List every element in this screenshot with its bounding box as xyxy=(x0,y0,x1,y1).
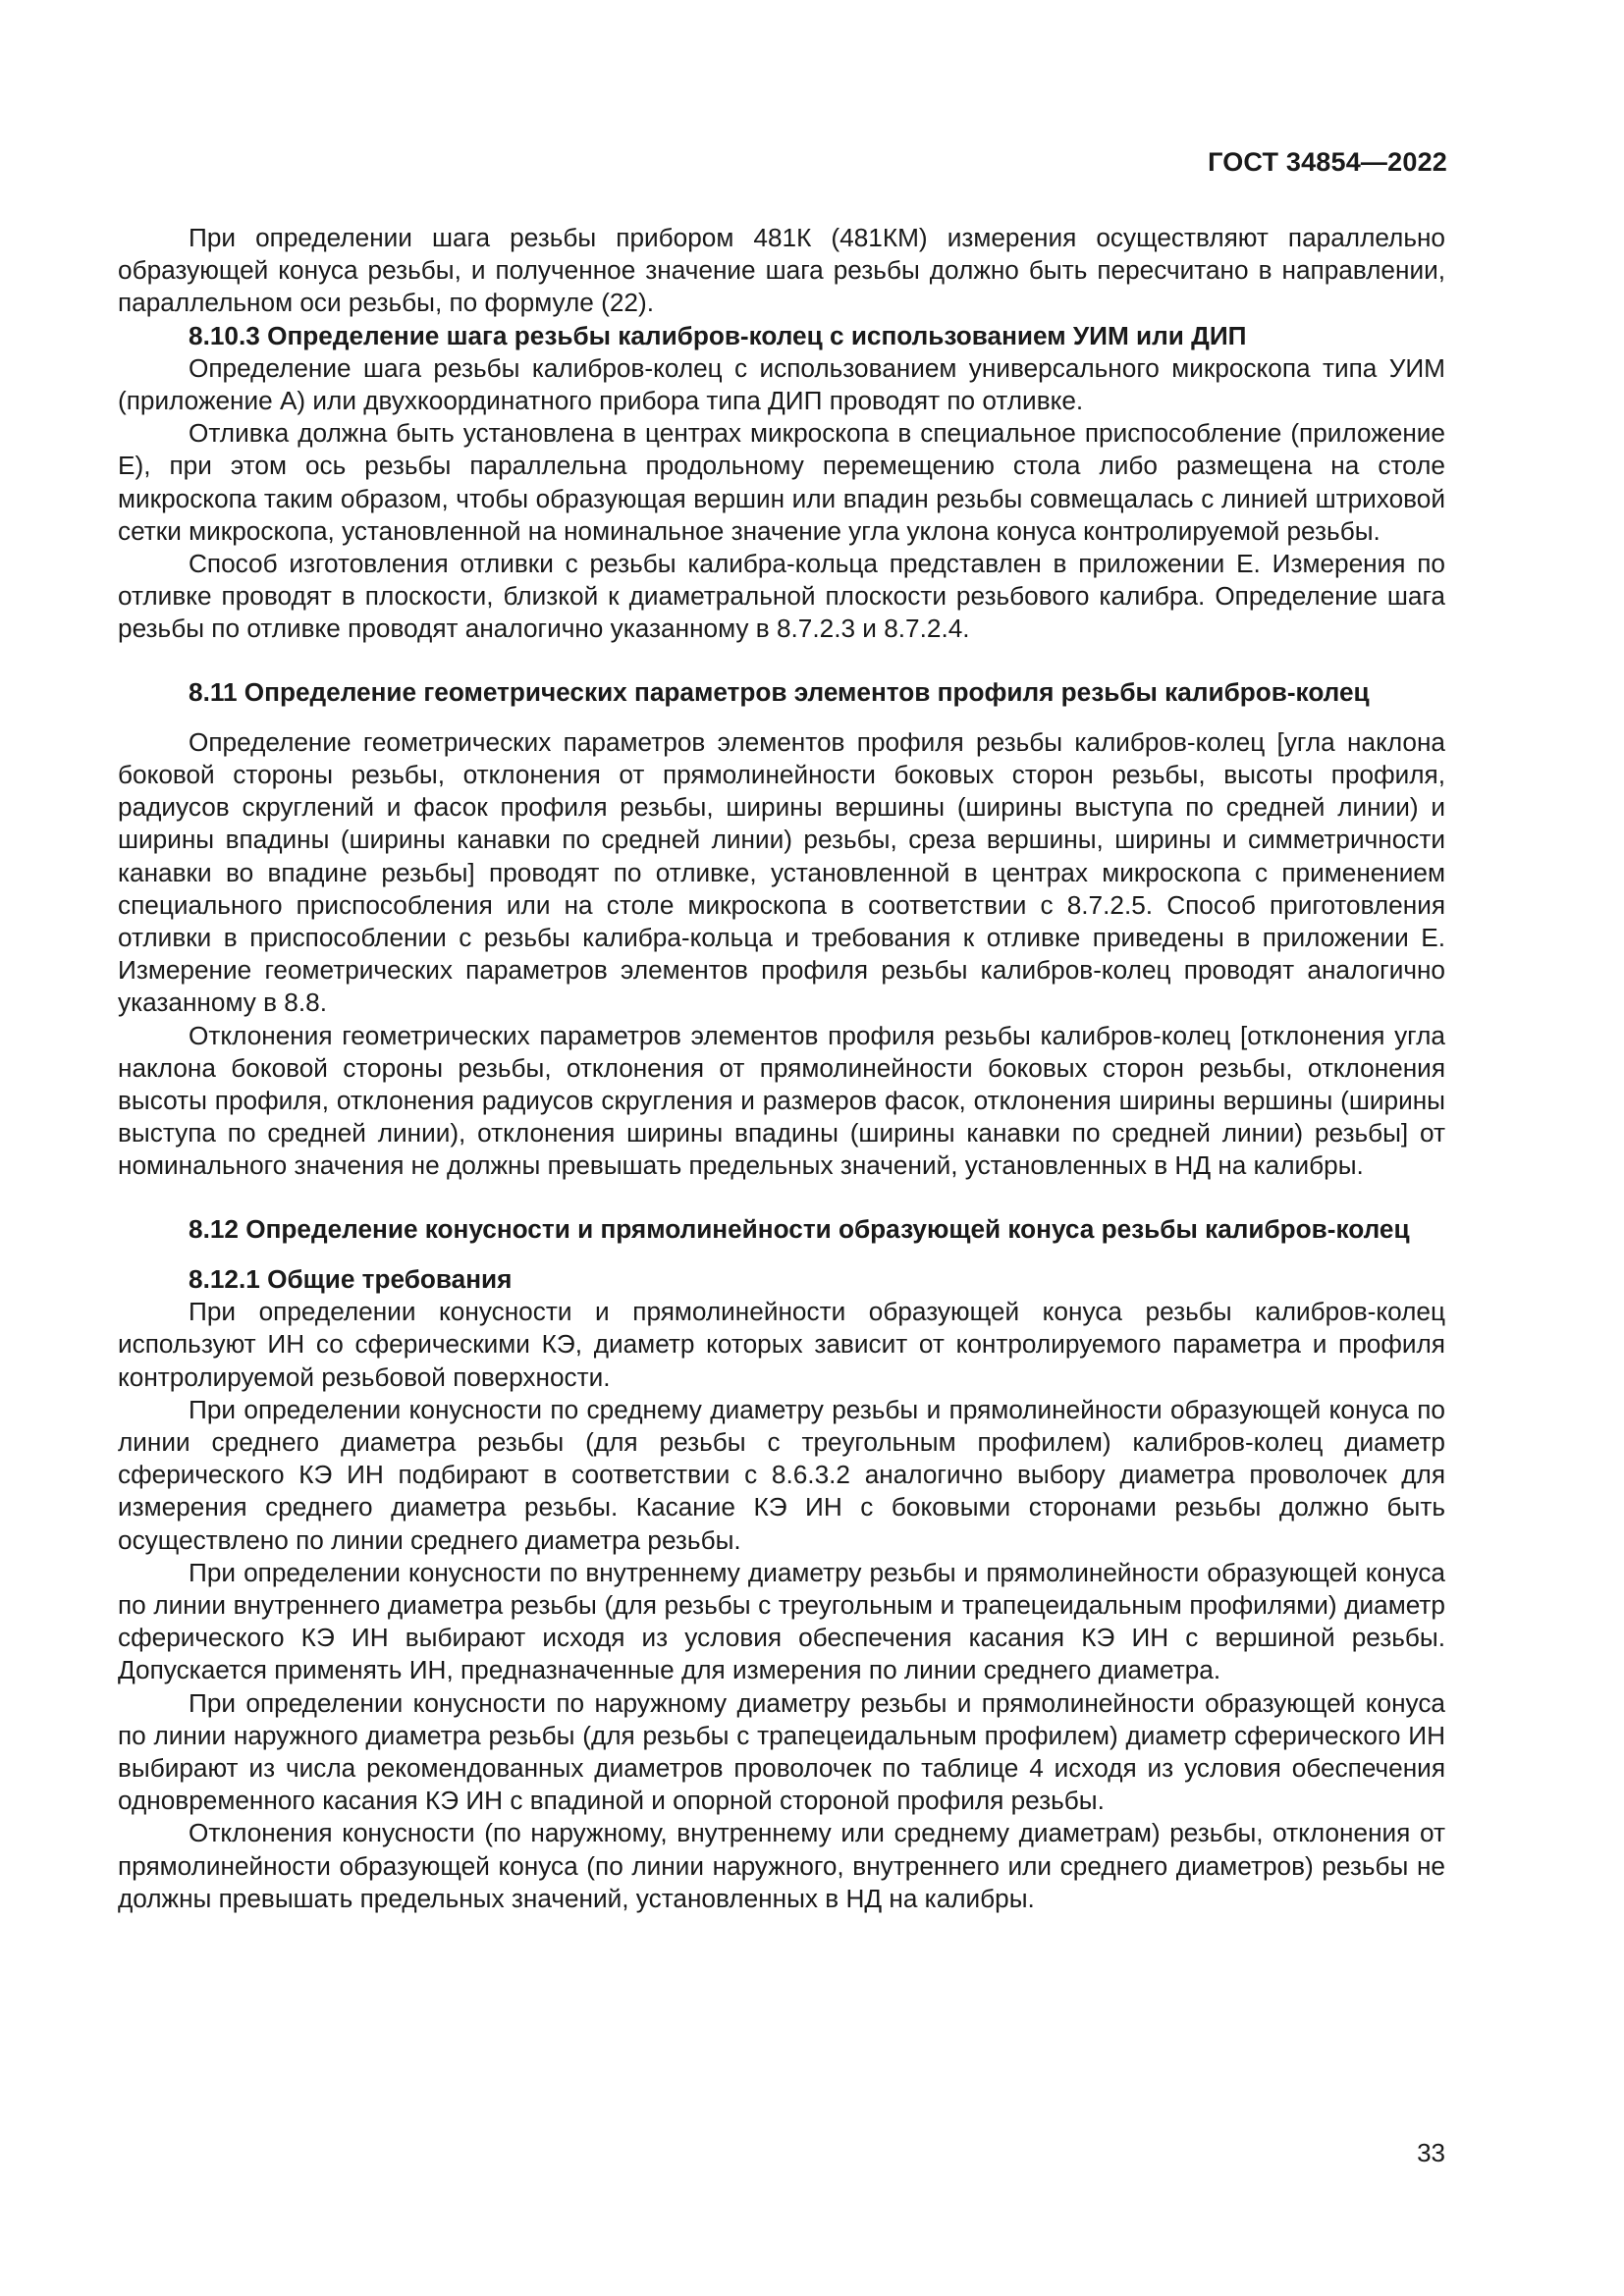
heading-8-11: 8.11 Определение геометрических параметров элементов профиля резьбы калибров-колец xyxy=(189,676,1370,707)
heading-8-12: 8.12 Определение конусности и прямолинейности образующей конуса резьбы калибров-колец xyxy=(189,1213,1410,1244)
paragraph-taper-deviations: Отклонения конусности (по наружному, внутреннему или среднему диаметрам) резьбы, отклонения от прямолинейности образующей конуса (по линии наружного, внутреннего или среднего диаметров) резьбы не должны превышать предельных значений, установленных в НД на калибры. xyxy=(118,1818,1445,1913)
paragraph-uim-dip: Определение шага резьбы калибров-колец с использованием универсального микроскопа типа УИМ (приложение А) или двухкоординатного прибора типа ДИП проводят по отливке. xyxy=(118,352,1445,416)
paragraph-casting-method: Способ изготовления отливки с резьбы калибра-кольца представлен в приложении Е. Измерения по отливке проводят в плоскости, близкой к диаметральной плоскости резьбового калибра. Определение шага резьбы по отливке проводят аналогично указанному в 8.7.2.3 и 8.7.2.4. xyxy=(118,549,1445,644)
paragraph-pitch-481k: При определении шага резьбы прибором 481К (481КМ) измерения осуществляют параллельно образующей конуса резьбы, и полученное значение шага резьбы должно быть пересчитано в направлении, параллельном оси резьбы, по формуле (22). xyxy=(118,223,1445,318)
paragraph-profile-params: Определение геометрических параметров элементов профиля резьбы калибров-колец [угла наклона боковой стороны резьбы, отклонения от прямолинейности боковых сторон резьбы, высоты профиля, радиусов скруглений и фасок профиля резьбы, ширины вершины (ширины выступа по средней линии) и ширины впадины (ширины канавки по средней линии) резьбы, среза вершины, ширины и симметричности канавки во впадине резьбы] проводят по отливке, установленной в центрах микроскопа с применением специального приспособления или на столе микроскопа в соответствии с 8.7.2.5. Способ приготовления отливки в приспособлении с резьбы калибра-кольца и требования к отливке приведены в приложении Е. Измерение геометрических параметров элементов профиля резьбы калибров-колец проводят аналогично указанному в 8.8. xyxy=(118,726,1445,1018)
paragraph-inner-diameter: При определении конусности по внутреннему диаметру резьбы и прямолинейности образующей конуса по линии внутреннего диаметра резьбы (для резьбы с треугольным и трапецеидальным профилями) диаметр сферического КЭ ИН выбирают исходя из условия обеспечения касания КЭ ИН с вершиной резьбы. Допускается применять ИН, предназначенные для измерения по линии среднего диаметра. xyxy=(118,1557,1445,1685)
paragraph-profile-deviations: Отклонения геометрических параметров элементов профиля резьбы калибров-колец [отклонения угла наклона боковой стороны резьбы, отклонения от прямолинейности боковых сторон резьбы, отклонения высоты профиля, отклонения радиусов скругления и размеров фасок, отклонения ширины вершины (ширины выступа по средней линии), отклонения ширины впадины (ширины канавки по средней линии) резьбы] от номинального значения не должны превышать предельных значений, установленных в НД на калибры. xyxy=(118,1020,1445,1181)
document-body xyxy=(118,222,1445,1915)
heading-8-12-1: 8.12.1 Общие требования xyxy=(189,1263,513,1294)
heading-8-10-3: 8.10.3 Определение шага резьбы калибров-колец с использованием УИМ или ДИП xyxy=(189,320,1247,350)
paragraph-spherical-tips: При определении конусности и прямолинейности образующей конуса резьбы калибров-колец используют ИН со сферическими КЭ, диаметр которых зависит от контролируемого параметра и профиля контролируемой резьбовой поверхности. xyxy=(118,1297,1445,1392)
standard-designation: ГОСТ 34854—2022 xyxy=(1208,147,1447,177)
paragraph-outer-diameter: При определении конусности по наружному диаметру резьбы и прямолинейности образующей конуса по линии наружного диаметра резьбы (для резьбы с трапецеидальным профилем) диаметр сферического ИН выбирают из числа рекомендованных диаметров проволочек по таблице 4 исходя из условия обеспечения одновременного касания КЭ ИН с впадиной и опорной стороной профиля резьбы. xyxy=(118,1687,1445,1816)
page-number: 33 xyxy=(1417,2138,1445,2167)
paragraph-mean-diameter: При определении конусности по среднему диаметру резьбы и прямолинейности образующей конуса по линии среднего диаметра резьбы (для резьбы с треугольным профилем) калибров-колец диаметр сферического КЭ ИН подбирают в соответствии с 8.6.3.2 аналогично выбору диаметра проволочек для измерения среднего диаметра резьбы. Касание КЭ ИН с боковыми сторонами резьбы должно быть осуществлено по линии среднего диаметра резьбы. xyxy=(118,1394,1445,1555)
paragraph-casting-mount: Отливка должна быть установлена в центрах микроскопа в специальное приспособление (приложение Е), при этом ось резьбы параллельна продольному перемещению стола либо размещена на столе микроскопа таким образом, чтобы образующая вершин или впадин резьбы совмещалась с линией штриховой сетки микроскопа, установленной на номинальное значение угла уклона конуса контролируемой резьбы. xyxy=(118,418,1445,546)
